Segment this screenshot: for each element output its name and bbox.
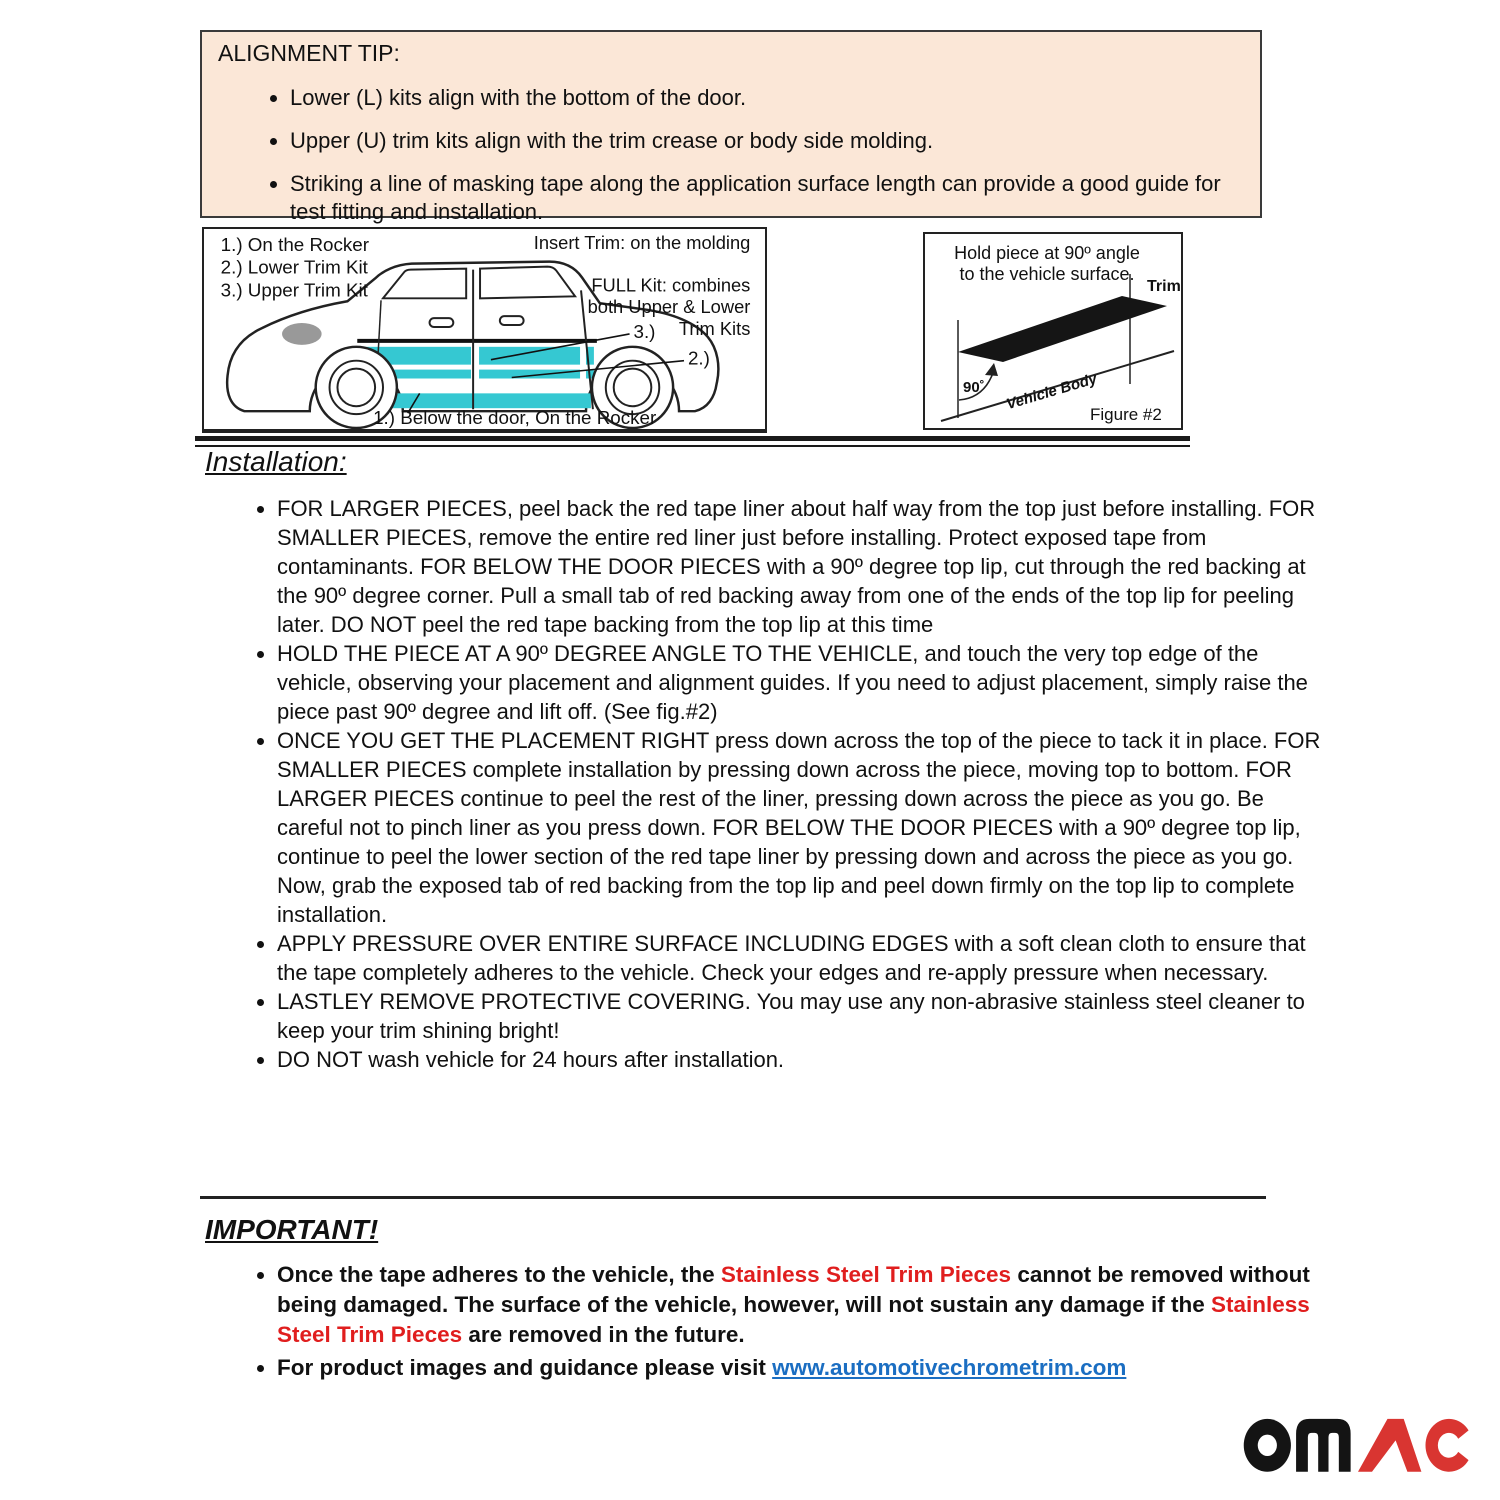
door-handle — [500, 316, 524, 325]
installation-title: Installation: — [205, 446, 347, 477]
important-text: For product images and guidance please visit — [277, 1355, 773, 1380]
installation-step: • ONCE YOU GET THE PLACEMENT RIGHT press down across the top of the piece to tack it in place. FOR SMALLER PIECES complete installation by pressing down across the piece, moving top to bottom. FOR LARGER PIECES continue to peel the rest of the liner, pressing down across the piece as you go. Be careful not to pinch liner as you press down. FOR BELOW THE DOOR PIECES with a 90º degree top lip, continue to peel the lower section of the red tape liner by pressing down and across the piece as you go. Now, grab the exposed tab of red backing from the top lip and peel down firmly on the top lip to complete installation. — [277, 726, 1335, 929]
installation-list — [205, 494, 1335, 1074]
important-list — [205, 1260, 1335, 1386]
vehicle-body-label: Vehicle Body — [1004, 370, 1100, 414]
alignment-tip-item: • Upper (U) trim kits align with the trim crease or body side molding. — [290, 127, 1244, 155]
important-highlight: Stainless Steel Trim Pieces — [277, 1292, 1310, 1347]
car-diagram-box — [202, 227, 767, 433]
alignment-tip-item: • Lower (L) kits align with the bottom of the door. — [290, 84, 1244, 112]
important-item — [277, 1353, 1335, 1383]
important-title: IMPORTANT! — [205, 1214, 379, 1245]
installation-step: • DO NOT wash vehicle for 24 hours after installation. — [277, 1045, 1335, 1074]
installation-step: • HOLD THE PIECE AT A 90º DEGREE ANGLE TO THE VEHICLE, and touch the very top edge of the vehicle, observing your placement and alignment guides. If you need to adjust placement, simply raise the piece past 90º degree and lift off. (See fig.#2) — [277, 639, 1335, 726]
full-kit-note: FULL Kit: combines — [591, 274, 751, 296]
full-kit-note: both Upper & Lower — [587, 296, 751, 318]
figure2-caption: Hold piece at 90º angle — [954, 243, 1140, 263]
insert-trim-note: Insert Trim: on the molding — [533, 231, 751, 253]
figure2-caption: to the vehicle surface. — [959, 264, 1135, 284]
figure-number-label: Figure #2 — [1090, 405, 1162, 424]
important-text: Once the tape adheres to the vehicle, the — [277, 1262, 721, 1287]
legend-line: 1.) On the Rocker — [220, 233, 369, 255]
logo-letters-ac — [1358, 1419, 1469, 1472]
pointer-label-lower: 2.) — [687, 347, 710, 369]
trim-label: Trim — [1147, 278, 1181, 295]
omac-logo — [1243, 1404, 1473, 1480]
logo-letters-om — [1244, 1419, 1351, 1472]
website-link[interactable]: www.automotivechrometrim.com — [772, 1355, 1127, 1380]
figure2-diagram — [925, 234, 1181, 428]
legend-line: 2.) Lower Trim Kit — [220, 256, 368, 278]
omac-logo-graphic — [1243, 1404, 1473, 1480]
angle-label: 90˚ — [963, 379, 985, 396]
trim-piece — [958, 296, 1167, 362]
pointer-label-upper: 3.) — [633, 320, 656, 342]
alignment-tip-item: • Striking a line of masking tape along the application surface length can provide a good guide for test fitting and installation. — [290, 170, 1244, 226]
arrowhead — [985, 363, 998, 376]
door-seam-gap — [580, 345, 586, 381]
installation-step: • FOR LARGER PIECES, peel back the red tape liner about half way from the top just before installing. FOR SMALLER PIECES, remove the entire red liner just before installing. Protect exposed tape from contaminants. FOR BELOW THE DOOR PIECES with a 90º degree top lip, cut through the red backing at the 90º degree corner. Pull a small tab of red backing away from one of the ends of the top lip for peeling later. DO NOT peel the red tape backing from the top lip at this time — [277, 494, 1335, 639]
installation-step: • LASTLEY REMOVE PROTECTIVE COVERING. You may use any non-abrasive stainless steel cleaner to keep your trim shining bright! — [277, 987, 1335, 1045]
important-text: cannot be removed without being damaged. The surface of the vehicle, however, will not sustain any damage if the — [277, 1262, 1310, 1317]
figure2-box — [923, 232, 1183, 430]
installation-step: • APPLY PRESSURE OVER ENTIRE SURFACE INCLUDING EDGES with a soft clean cloth to ensure that the tape completely adheres to the vehicle. Check your edges and re-apply pressure when necessary. — [277, 929, 1335, 987]
full-kit-note: Trim Kits — [678, 317, 751, 339]
important-item — [277, 1260, 1335, 1350]
pointer-label-rocker: 1.) Below the door, On the Rocker — [373, 407, 657, 429]
door-handle — [430, 318, 454, 327]
important-divider — [200, 1196, 1266, 1199]
alignment-tip-list — [218, 84, 1244, 226]
important-highlight: Stainless Steel Trim Pieces — [720, 1262, 1012, 1287]
fender-badge — [282, 323, 322, 345]
important-text: are removed in the future. — [462, 1322, 745, 1347]
car-diagram — [204, 229, 765, 429]
legend-line: 3.) Upper Trim Kit — [220, 279, 368, 301]
alignment-tip-box — [200, 30, 1262, 224]
alignment-tip-title: ALIGNMENT TIP: — [218, 40, 400, 66]
